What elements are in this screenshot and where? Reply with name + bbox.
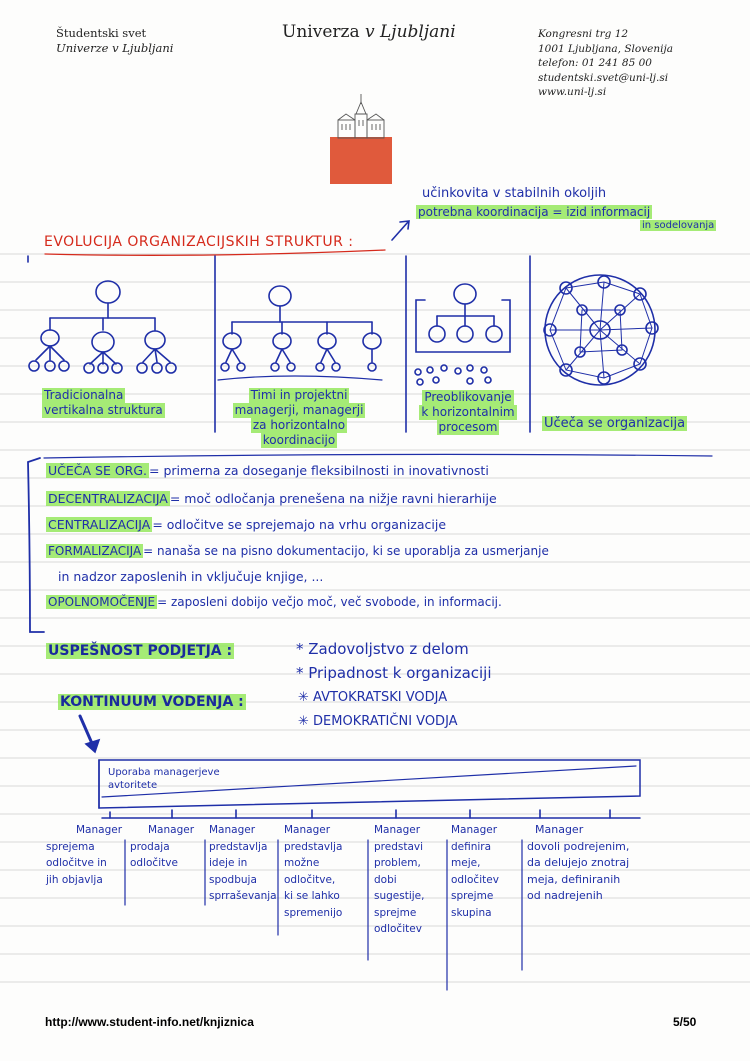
manager-line: skupina xyxy=(451,906,492,919)
success-item-satisfaction: * Zadovoljstvo z delom xyxy=(296,640,469,658)
manager-line: sugestije, xyxy=(374,890,425,902)
definitions-bracket xyxy=(28,458,44,632)
definition-text: = odločitve se sprejemajo na vrhu organizacije xyxy=(152,517,447,532)
label-team-4: koordinacijo xyxy=(262,433,336,447)
manager-line: možne xyxy=(284,857,320,869)
manager-line: Manager xyxy=(76,824,123,836)
definition-text: = zaposleni dobijo večjo moč, več svobode, in informacij. xyxy=(157,595,502,609)
definition-term: OPOLNOMOČENJE xyxy=(48,595,156,609)
university-subtitle: Univerze v Ljubljani xyxy=(56,41,174,55)
manager-line: predstavi xyxy=(374,840,424,853)
label-team-2: managerji, managerji xyxy=(234,403,364,417)
label-vertical-2: vertikalna struktura xyxy=(44,403,163,417)
manager-line: jih objavlja xyxy=(46,873,103,886)
manager-line: sprejme xyxy=(374,906,417,919)
definition-formalization-continued xyxy=(58,569,323,584)
manager-line: meja, definiranih xyxy=(527,872,621,886)
manager-line: Manager xyxy=(284,824,331,836)
manager-line: odločitve in xyxy=(46,857,107,869)
evolution-title: EVOLUCIJA ORGANIZACIJSKIH STRUKTUR : xyxy=(44,234,354,250)
authority-label xyxy=(108,766,220,792)
leadership-heading xyxy=(58,694,246,710)
manager-line: sprejme xyxy=(451,890,494,902)
leader-autocratic: ✳ AVTOKRATSKI VODJA xyxy=(298,690,448,705)
footer-url[interactable]: http://www.student-info.net/knjiznica xyxy=(45,1015,254,1029)
definition-learning-org xyxy=(46,463,489,478)
definition-centralization xyxy=(46,517,446,532)
manager-line: prodaja xyxy=(130,840,170,853)
definition-formalization xyxy=(46,544,549,558)
definition-text: = moč odločanja prenešena na nižje ravni hierarhije xyxy=(169,491,497,506)
note-coordination xyxy=(416,205,652,219)
manager-line: sprejema xyxy=(46,840,95,853)
label-team-1: Timi in projektni xyxy=(250,388,348,402)
label-team-3: za horizontalno xyxy=(252,418,346,432)
note-stable-environments xyxy=(422,186,606,201)
manager-line: spodbuja xyxy=(209,873,257,886)
manager-column-6 xyxy=(451,822,521,921)
manager-line: predstavlja xyxy=(209,840,268,853)
leadership-term: KONTINUUM VODENJA : xyxy=(60,694,244,710)
label-learning-organization xyxy=(542,416,687,431)
success-item-belonging: * Pripadnost k organizaciji xyxy=(296,664,492,682)
diagram-horizontal-process xyxy=(415,284,510,385)
manager-line: odločitev xyxy=(451,873,499,886)
definition-text: in nadzor zaposlenih in vključuje knjige, ... xyxy=(58,569,324,584)
page-number: 5/50 xyxy=(673,1015,697,1029)
contact-phone: telefon: 01 241 85 00 xyxy=(538,57,652,69)
definition-empowerment xyxy=(46,595,502,609)
note-arrow xyxy=(392,222,408,240)
student-council-name: Študentski svet xyxy=(56,26,147,40)
label-process-3: procesom xyxy=(438,420,498,434)
label-vertical-1: Tradicionalna xyxy=(44,388,124,402)
manager-column-4 xyxy=(284,822,366,921)
note-cooperation xyxy=(640,220,716,231)
manager-column-5 xyxy=(374,822,446,938)
university-title-plain: Univerza xyxy=(282,22,365,42)
manager-line: od nadrejenih xyxy=(527,889,603,902)
label-team-structure xyxy=(224,388,374,448)
note-line-2: potrebna koordinacija = izid informacij xyxy=(418,205,651,219)
manager-line: odločitev xyxy=(374,923,422,935)
manager-line: Manager xyxy=(148,824,195,836)
manager-line: spremenijo xyxy=(284,906,343,919)
manager-line: odločitve xyxy=(130,857,178,869)
label-process-2: k horizontalnim xyxy=(421,405,515,419)
university-title-italic: v Ljubljani xyxy=(365,22,456,42)
contact-email: studentski.svet@uni-lj.si xyxy=(538,71,669,84)
label-vertical-structure xyxy=(42,388,165,418)
success-term: USPEŠNOST PODJETJA : xyxy=(48,643,233,659)
manager-column-3 xyxy=(209,822,277,905)
manager-line: da delujejo znotraj xyxy=(527,856,630,869)
diagram-learning-organization xyxy=(544,275,658,385)
manager-line: dobi xyxy=(374,873,397,886)
manager-line: dovoli podrejenim, xyxy=(527,839,630,853)
definition-text: = primerna za doseganje fleksibilnosti in inovativnosti xyxy=(149,463,489,478)
success-heading xyxy=(46,643,234,659)
label-horizontal-process xyxy=(408,390,528,435)
manager-line: meje, xyxy=(451,857,481,869)
authority-label-2: avtoritete xyxy=(108,780,158,791)
manager-line: odločitve, xyxy=(284,873,336,886)
manager-column-7 xyxy=(527,822,697,905)
label-learning-1: Učeča se organizacija xyxy=(544,416,686,431)
label-process-1: Preoblikovanje xyxy=(424,390,512,404)
diagram-vertical-structure xyxy=(29,281,176,373)
definition-term: CENTRALIZACIJA xyxy=(48,517,151,532)
definition-term: UČEČA SE ORG. xyxy=(48,463,148,478)
contact-city: 1001 Ljubljana, Slovenija xyxy=(538,42,673,55)
manager-column-1 xyxy=(46,822,124,888)
contact-website: www.uni-lj.si xyxy=(538,86,607,98)
definition-term: DECENTRALIZACIJA xyxy=(48,491,168,506)
manager-line: Manager xyxy=(451,824,498,836)
definition-decentralization xyxy=(46,491,497,506)
manager-line: Manager xyxy=(535,823,584,836)
manager-line: ideje in xyxy=(209,857,248,869)
definition-term: FORMALIZACIJA xyxy=(48,544,142,558)
manager-line: predstavlja xyxy=(284,840,343,853)
contact-address: Kongresni trg 12 xyxy=(538,28,629,40)
note-line-1: učinkovita v stabilnih okoljih xyxy=(422,186,607,201)
manager-column-2 xyxy=(130,822,204,872)
authority-label-1: Uporaba managerjeve xyxy=(108,767,220,778)
diagram-team-structure xyxy=(218,286,382,380)
manager-line: definira xyxy=(451,840,492,853)
manager-line: Manager xyxy=(209,824,256,836)
manager-line: ki se lahko xyxy=(284,890,340,902)
manager-line: Manager xyxy=(374,824,421,836)
note-line-3: in sodelovanja xyxy=(642,220,715,231)
definition-text: = nanaša se na pisno dokumentacijo, ki se uporablja za usmerjanje xyxy=(143,544,549,558)
manager-line: problem, xyxy=(374,857,421,869)
leader-democratic: ✳ DEMOKRATIČNI VODJA xyxy=(298,714,458,729)
manager-line: sprraševanja xyxy=(209,890,277,902)
